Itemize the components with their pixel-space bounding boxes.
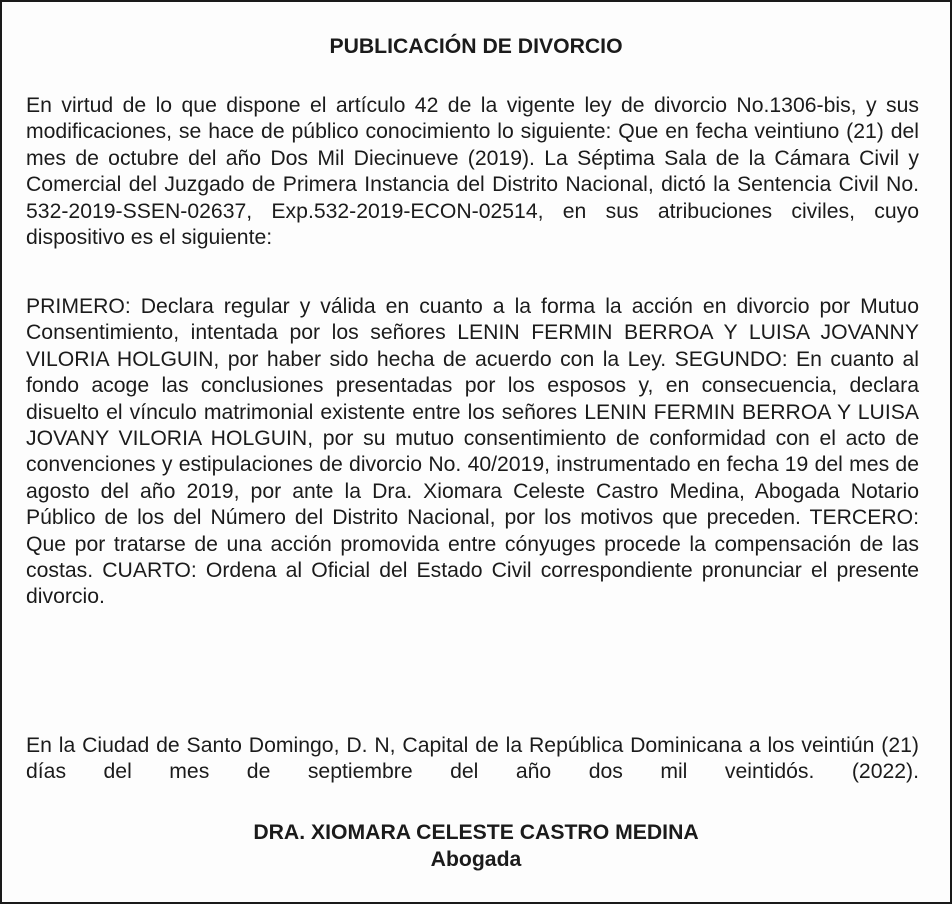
intro-paragraph: En virtud de lo que dispone el artículo 42 de la vigente ley de divorcio No.1306-bis, y sus modificaciones, se hace de público conocimiento lo siguiente: Que en fecha veintiuno (21) del mes de octubre del año Dos Mil Diecinueve (2019). La Séptima Sala de la Cámara Civil y Comercial del Juzgado de Primera Instancia del Distrito Nacional, dictó la Sentencia Civil No. 532-2019-SSEN-02637, Exp.532-2019-ECON-02514, en sus atribuciones civiles, cuyo dispositivo es el siguiente: [26,94,919,250]
ruling-paragraph: PRIMERO: Declara regular y válida en cuanto a la forma la acción en divorcio por Mutuo Consentimiento, intentada por los señores LENIN FERMIN BERROA Y LUISA JOVANNY VILORIA HOLGUIN, por haber sido hecha de acuerdo con la Ley. SEGUNDO: En cuanto al fondo acoge las conclusiones presentadas por los esposos y, en consecuencia, declara disuelto el vínculo matrimonial existente entre los señores LENIN FERMIN BERROA Y LUISA JOVANY VILORIA HOLGUIN, por su mutuo consentimiento de conformidad con el acto de convenciones y estipulaciones de divorcio No. 40/2019, instrumentado en fecha 19 del mes de agosto del año 2019, por ante la Dra. Xiomara Celeste Castro Medina, Abogada Notario Público de los del Número del Distrito Nacional, por los motivos que preceden. TERCERO: Que por tratarse de una acción promovida entre cónyuges procede la compensación de las costas. CUARTO: Ordena al Oficial del Estado Civil correspondiente pronunciar el presente divorcio. [26,295,919,609]
signatory-name: DRA. XIOMARA CELESTE CASTRO MEDINA [253,821,699,844]
place-date-paragraph: En la Ciudad de Santo Domingo, D. N, Capital de la República Dominicana a los veintiún (21) días del mes de septiembre del año dos mil veintidós. (2022). [26,734,919,784]
signature-block [2,819,950,873]
notice-title: PUBLICACIÓN DE DIVORCIO [329,35,623,58]
signatory-title: Abogada [430,848,522,871]
